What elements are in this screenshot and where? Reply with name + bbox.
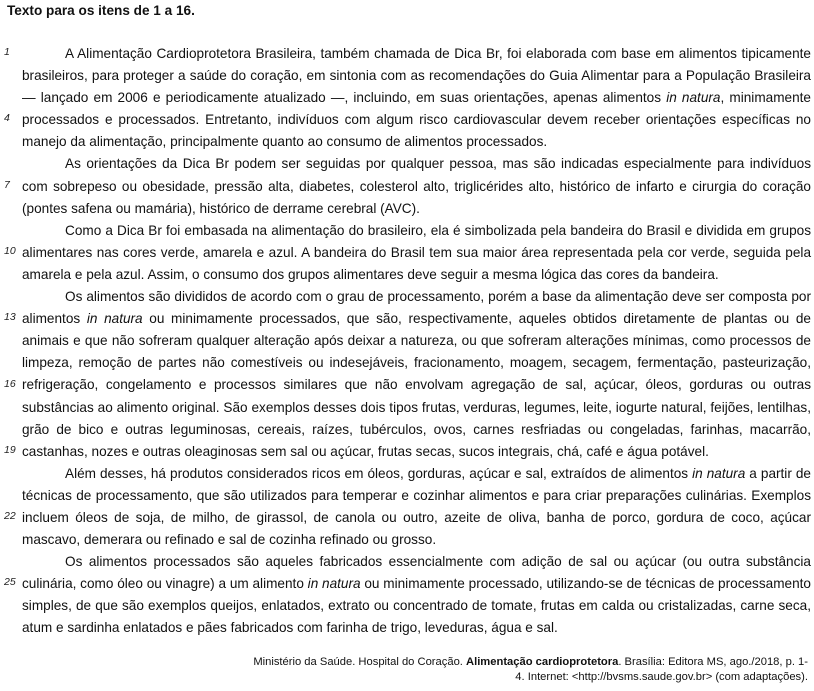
paragraph-text: ou minimamente processado, utilizando-se de técnicas de processamento simples, de que são exemplos queijos, enlatados, extrato ou concentrado de tomate, frutas em calda ou cristalizadas, carne seca, atum e sardinha enlatados e pães fabricados com farinha de trigo, leveduras, água e sal. [22,576,811,636]
paragraph-text: Como a Dica Br foi embasada na alimentação do brasileiro, ela é simbolizada pela bandeira do Brasil e dividida em grupos alimentares nas cores verde, amarela e azul. A bandeira do Brasil tem sua maior área representada pela cor verde, seguida pela amarela e pela azul. Assim, o consumo dos grupos alimentares deve seguir a mesma lógica das cores da bandeira. [22,222,811,282]
line-number: 22 [4,510,16,523]
line-number: 10 [4,244,16,257]
paragraph [22,153,811,219]
line-number: 7 [4,178,10,191]
paragraph-text: Além desses, há produtos considerados ricos em óleos, gorduras, açúcar e sal, extraídos de alimentos [65,465,693,481]
paragraph-text: Os alimentos são divididos de acordo com o grau de processamento, porém a base da alimentação deve ser composta por alimentos [22,289,811,327]
line-number: 1 [4,46,10,58]
citation-authors: Ministério da Saúde. Hospital do Coração. [253,656,467,668]
paragraph [22,43,811,153]
paragraph [22,463,811,551]
paragraph-text: a partir de técnicas de processamento, que são utilizados para temperar e cozinhar alimentos e para criar preparações culinárias. Exemplos incluem óleos de soja, de milho, de girassol, de canola ou outro, azeite de oliva, banha de porco, gordura de coco, açúcar mascavo, demerara ou refinado e sal de cozinha refinado ou grosso. [22,465,811,548]
citation [248,655,808,685]
italic-term: in natura [307,576,361,592]
line-number: 25 [4,576,16,589]
italic-term: in natura [666,90,721,106]
paragraph-text: A Alimentação Cardioprotetora Brasileira, também chamada de Dica Br, foi elaborada com base em alimentos tipicamente brasileiros, para proteger a saúde do coração, em sintonia com as recomendações do Guia Alimentar para a População Brasileira — lançado em 2006 e periodicamente atualizado —, incluindo, em suas orientações, apenas alimentos [22,46,811,106]
line-number: 19 [4,443,16,456]
italic-term: in natura [86,311,143,327]
line-number: 16 [4,377,16,390]
section-header: Texto para os itens de 1 a 16. [7,3,195,18]
paragraph-text: , minimamente processados e processados. Entretanto, indivíduos com algum risco cardiovascular devem receber orientações específicas no manejo da alimentação, principalmente quanto ao consumo de alimentos processados. [22,90,811,150]
citation-title: Alimentação cardioprotetora [466,656,619,668]
text-body [22,43,811,640]
paragraph-text: As orientações da Dica Br podem ser seguidas por qualquer pessoa, mas são indicadas especialmente para indivíduos com sobrepeso ou obesidade, pressão alta, diabetes, colesterol alto, triglicérides alto, histórico de infarto e cirurgia do coração (pontes safena ou mamária), histórico de derrame cerebral (AVC). [22,156,811,216]
paragraph [22,551,811,639]
paragraph [22,286,811,463]
paragraph-text: Os alimentos processados são aqueles fabricados essencialmente com adição de sal ou açúcar (ou outra substância culinária, como óleo ou vinagre) a um alimento [22,554,811,592]
paragraph-text: ou minimamente processados, que são, respectivamente, aqueles obtidos diretamente de plantas ou de animais e que não sofreram qualquer alteração após deixar a natureza, ou que sofreram alterações mínimas, como processos de limpeza, remoção de partes não comestíveis ou indesejáveis, fracionamento, moagem, secagem, fermentação, pasteurização, refrigeração, congelamento e processos similares que não envolvam agregação de sal, açúcar, óleos, gorduras ou outras substâncias ao alimento original. São exemplos desses dois tipos frutas, verduras, legumes, leite, iogurte natural, feijões, lentilhas, grão de bico e outras leguminosas, cereais, raízes, tubérculos, ovos, carnes resfriadas ou congeladas, farinhas, macarrão, castanhas, nozes e outras oleaginosas sem sal ou açúcar, frutas secas, sucos integrais, chá, café e água potável. [22,311,811,459]
line-number: 13 [4,311,16,324]
italic-term: in natura [692,465,746,481]
paragraph [22,220,811,286]
citation-details: . Brasília: Editora MS, ago./2018, p. 1-4. Internet: <http://bvsms.saude.gov.br> (com adaptações). [515,656,808,683]
line-number: 4 [4,112,10,125]
